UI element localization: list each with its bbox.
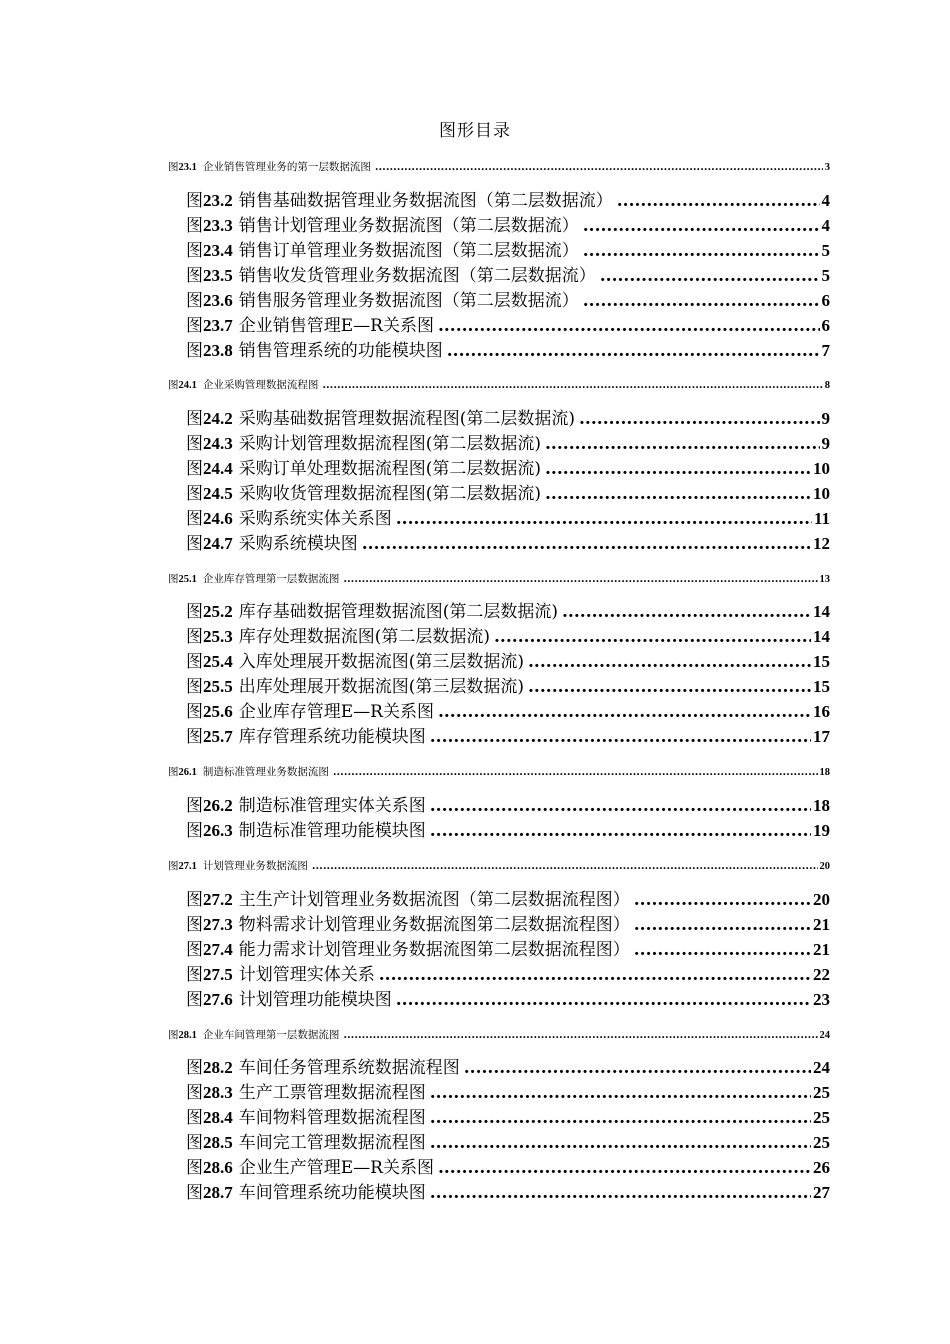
toc-entry[interactable] — [186, 1078, 830, 1103]
toc-entry-page-number: 6 — [821, 316, 830, 335]
toc-entry[interactable] — [186, 1128, 830, 1153]
toc-entry-page-number: 12 — [813, 534, 830, 553]
toc-entry-title: 库存处理数据流图(第二层数据流) — [238, 627, 491, 647]
toc-entry-title: 采购系统模块图 — [238, 534, 358, 554]
toc-entry-prefix: 图 — [168, 379, 179, 391]
toc-dot-leader — [447, 341, 820, 361]
toc-entry-number: 25.4 — [203, 652, 233, 671]
toc-dot-leader — [438, 1158, 811, 1178]
toc-entry-page-number: 25 — [813, 1133, 830, 1152]
toc-dot-leader — [430, 1133, 811, 1153]
toc-entry-prefix: 图 — [186, 1133, 203, 1153]
toc-entry[interactable] — [186, 529, 830, 554]
toc-entry-number: 24.5 — [203, 484, 233, 503]
toc-entry-page-number: 18 — [819, 767, 830, 778]
toc-entry-title: 采购收货管理数据流程图(第二层数据流) — [238, 484, 542, 504]
toc-entry-number: 23.5 — [203, 266, 233, 285]
toc-entry-title: 销售服务管理业务数据流图（第二层数据流） — [238, 291, 579, 311]
toc-entry-page-number: 20 — [819, 861, 830, 872]
toc-entry-number: 23.1 — [178, 162, 197, 173]
toc-entry[interactable] — [186, 1053, 830, 1078]
toc-entry-title: 企业生产管理E—R关系图 — [238, 1158, 434, 1178]
toc-entry-prefix: 图 — [186, 291, 203, 311]
toc-dot-leader — [322, 379, 822, 391]
toc-entry-title: 车间物料管理数据流程图 — [238, 1108, 426, 1128]
toc-entry-title: 采购系统实体关系图 — [238, 509, 392, 529]
toc-entry-number: 23.2 — [203, 191, 233, 210]
toc-dot-leader — [528, 677, 811, 697]
toc-dot-leader — [438, 702, 811, 722]
toc-entry[interactable] — [186, 336, 830, 361]
toc-entry[interactable] — [186, 211, 830, 236]
toc-dot-leader — [333, 766, 818, 778]
toc-entry-title: 车间管理系统功能模块图 — [238, 1183, 426, 1203]
toc-dot-leader — [362, 534, 811, 554]
toc-entry-number: 25.6 — [203, 702, 233, 721]
toc-entry-prefix: 图 — [186, 727, 203, 747]
toc-dot-leader — [583, 216, 820, 236]
toc-entry-prefix: 图 — [186, 702, 203, 722]
toc-entry[interactable] — [186, 885, 830, 910]
toc-dot-leader — [545, 459, 811, 479]
toc-entry-page-number: 14 — [813, 602, 830, 621]
toc-entry[interactable] — [186, 622, 830, 647]
toc-entry[interactable] — [168, 159, 830, 174]
toc-dot-leader — [562, 602, 811, 622]
toc-entry-number: 23.6 — [203, 291, 233, 310]
toc-entry-prefix: 图 — [186, 1083, 203, 1103]
toc-entry-title: 计划管理实体关系 — [238, 965, 375, 985]
toc-entry[interactable] — [186, 311, 830, 336]
toc-entry-prefix: 图 — [186, 890, 203, 910]
toc-entry[interactable] — [168, 858, 830, 873]
toc-dot-leader — [396, 990, 811, 1010]
toc-entry[interactable] — [186, 791, 830, 816]
toc-entry-page-number: 24 — [813, 1058, 830, 1077]
toc-entry-page-number: 11 — [813, 509, 830, 528]
toc-entry-page-number: 26 — [813, 1158, 830, 1177]
toc-dot-leader — [528, 652, 811, 672]
toc-entry-title: 销售计划管理业务数据流图（第二层数据流） — [238, 216, 579, 236]
toc-dot-leader — [430, 796, 811, 816]
toc-entry-number: 27.6 — [203, 990, 233, 1009]
toc-entry[interactable] — [186, 236, 830, 261]
toc-entry-title: 销售管理系统的功能模块图 — [238, 341, 443, 361]
toc-entry-prefix: 图 — [186, 602, 203, 622]
toc-entry-title: 采购计划管理数据流程图(第二层数据流) — [238, 434, 542, 454]
toc-entry-title: 企业采购管理数据流程图 — [202, 379, 319, 391]
toc-entry-page-number: 27 — [813, 1183, 830, 1202]
toc-entry[interactable] — [168, 1027, 830, 1042]
toc-entry-title: 库存管理系统功能模块图 — [238, 727, 426, 747]
toc-entry-title: 制造标准管理业务数据流图 — [202, 766, 329, 778]
toc-dot-leader — [579, 409, 819, 429]
toc-entry-number: 28.7 — [203, 1183, 233, 1202]
toc-entry-page-number: 10 — [813, 484, 830, 503]
toc-entry-number: 27.1 — [178, 861, 197, 872]
toc-entry-title: 企业销售管理业务的第一层数据流图 — [202, 161, 371, 173]
toc-entry[interactable] — [186, 935, 830, 960]
toc-dot-leader — [545, 484, 811, 504]
toc-entry-number: 26.3 — [203, 821, 233, 840]
toc-entry-number: 28.4 — [203, 1108, 233, 1127]
toc-entry-number: 28.2 — [203, 1058, 233, 1077]
toc-entry-title: 企业库存管理第一层数据流图 — [202, 573, 340, 585]
toc-entry-prefix: 图 — [186, 796, 203, 816]
toc-dot-leader — [438, 316, 820, 336]
toc-entry-title: 出库处理展开数据流图(第三层数据流) — [238, 677, 525, 697]
toc-entry-number: 24.1 — [178, 380, 197, 391]
toc-dot-leader — [430, 1108, 811, 1128]
toc-dot-leader — [312, 860, 818, 872]
toc-entry-prefix: 图 — [168, 161, 179, 173]
toc-entry[interactable] — [186, 429, 830, 454]
toc-entry-prefix: 图 — [186, 1183, 203, 1203]
toc-dot-leader — [545, 434, 819, 454]
toc-entry-prefix: 图 — [186, 627, 203, 647]
toc-entry-number: 23.4 — [203, 241, 233, 260]
toc-entry[interactable] — [186, 697, 830, 722]
toc-dot-leader — [634, 940, 811, 960]
toc-entry-title: 物料需求计划管理业务数据流图第二层数据流程图） — [238, 915, 630, 935]
toc-entry-prefix: 图 — [186, 341, 203, 361]
toc-entry-title: 采购订单处理数据流程图(第二层数据流) — [238, 459, 542, 479]
toc-entry-number: 24.7 — [203, 534, 233, 553]
toc-entry[interactable] — [186, 722, 830, 747]
toc-entry-number: 23.3 — [203, 216, 233, 235]
toc-entry-number: 25.7 — [203, 727, 233, 746]
toc-entry-page-number: 15 — [813, 652, 830, 671]
toc-entry-page-number: 10 — [813, 459, 830, 478]
toc-entry-page-number: 21 — [813, 940, 830, 959]
toc-entry-title: 销售基础数据管理业务数据流图（第二层数据流） — [238, 191, 613, 211]
toc-entry-number: 26.2 — [203, 796, 233, 815]
toc-entry-page-number: 16 — [813, 702, 830, 721]
toc-entry[interactable] — [186, 816, 830, 841]
toc-entry-prefix: 图 — [186, 191, 203, 211]
toc-entry[interactable] — [186, 647, 830, 672]
toc-dot-leader — [430, 1083, 811, 1103]
toc-entry[interactable] — [186, 985, 830, 1010]
toc-entry-page-number: 15 — [813, 677, 830, 696]
toc-entry-number: 28.3 — [203, 1083, 233, 1102]
toc-dot-leader — [430, 1183, 811, 1203]
toc-entry-number: 24.3 — [203, 434, 233, 453]
toc-entry-number: 26.1 — [178, 767, 197, 778]
toc-dot-leader — [430, 727, 811, 747]
toc-entry-page-number: 9 — [821, 409, 830, 428]
toc-entry-page-number: 3 — [824, 162, 830, 173]
toc-entry-title: 制造标准管理实体关系图 — [238, 796, 426, 816]
toc-entry[interactable] — [168, 377, 830, 392]
toc-entry-page-number: 5 — [821, 266, 830, 285]
toc-entry-prefix: 图 — [186, 509, 203, 529]
toc-dot-leader — [464, 1058, 811, 1078]
toc-entry-prefix: 图 — [186, 652, 203, 672]
toc-entry-prefix: 图 — [186, 915, 203, 935]
toc-dot-leader — [396, 509, 812, 529]
toc-entry-number: 25.1 — [178, 574, 197, 585]
toc-dot-leader — [430, 821, 811, 841]
toc-entry-title: 企业车间管理第一层数据流图 — [202, 1029, 340, 1041]
toc-entry-page-number: 24 — [819, 1030, 830, 1041]
toc-entry-prefix: 图 — [186, 677, 203, 697]
toc-entry[interactable] — [186, 1178, 830, 1203]
toc-entry-page-number: 17 — [813, 727, 830, 746]
toc-entry[interactable] — [186, 186, 830, 211]
toc-entry-page-number: 25 — [813, 1083, 830, 1102]
toc-entry-page-number: 8 — [824, 380, 830, 391]
toc-entry-number: 25.3 — [203, 627, 233, 646]
toc-entry-title: 车间任务管理系统数据流程图 — [238, 1058, 460, 1078]
toc-entry-number: 24.4 — [203, 459, 233, 478]
toc-entry-prefix: 图 — [186, 434, 203, 454]
toc-dot-leader — [494, 627, 811, 647]
toc-dot-leader — [634, 915, 811, 935]
page-title: 图形目录 — [439, 121, 511, 141]
toc-entry-page-number: 6 — [821, 291, 830, 310]
toc-dot-leader — [600, 266, 820, 286]
toc-entry-prefix: 图 — [186, 484, 203, 504]
toc-entry-prefix: 图 — [186, 940, 203, 960]
toc-entry-prefix: 图 — [186, 266, 203, 286]
toc-entry-number: 27.4 — [203, 940, 233, 959]
toc-entry-page-number: 22 — [813, 965, 830, 984]
toc-dot-leader — [343, 573, 817, 585]
toc-entry-page-number: 7 — [821, 341, 830, 360]
toc-entry-number: 28.1 — [178, 1030, 197, 1041]
toc-entry[interactable] — [186, 597, 830, 622]
toc-dot-leader — [583, 291, 820, 311]
toc-entry-prefix: 图 — [168, 1029, 179, 1041]
toc-entry[interactable] — [168, 571, 830, 586]
toc-entry-prefix: 图 — [186, 241, 203, 261]
toc-entry[interactable] — [186, 504, 830, 529]
toc-entry-prefix: 图 — [168, 573, 179, 585]
toc-entry-number: 25.5 — [203, 677, 233, 696]
toc-entry-prefix: 图 — [186, 409, 203, 429]
toc-entry-number: 23.7 — [203, 316, 233, 335]
toc-entry-prefix: 图 — [186, 965, 203, 985]
toc-entry-page-number: 14 — [813, 627, 830, 646]
toc-entry-page-number: 5 — [821, 241, 830, 260]
toc-entry[interactable] — [168, 764, 830, 779]
toc-entry-title: 入库处理展开数据流图(第三层数据流) — [238, 652, 525, 672]
toc-entry[interactable] — [186, 286, 830, 311]
toc-entry-prefix: 图 — [186, 316, 203, 336]
toc-entry[interactable] — [186, 672, 830, 697]
toc-entry-page-number: 13 — [819, 574, 830, 585]
toc-entry[interactable] — [186, 479, 830, 504]
toc-entry-title: 主生产计划管理业务数据流图（第二层数据流程图） — [238, 890, 630, 910]
toc-entry-prefix: 图 — [186, 459, 203, 479]
toc-entry-title: 企业销售管理E—R关系图 — [238, 316, 434, 336]
toc-entry-page-number: 4 — [821, 191, 830, 210]
toc-entry-title: 计划管理功能模块图 — [238, 990, 392, 1010]
toc-entry-number: 24.2 — [203, 409, 233, 428]
toc-entry-title: 能力需求计划管理业务数据流图第二层数据流程图） — [238, 940, 630, 960]
toc-entry-number: 28.5 — [203, 1133, 233, 1152]
toc-entry[interactable] — [186, 261, 830, 286]
toc-entry-page-number: 25 — [813, 1108, 830, 1127]
toc-entry-title: 库存基础数据管理数据流图(第二层数据流) — [238, 602, 559, 622]
toc-entry-number: 27.2 — [203, 890, 233, 909]
toc-entry-page-number: 21 — [813, 915, 830, 934]
toc-entry-number: 27.3 — [203, 915, 233, 934]
toc-entry-page-number: 19 — [813, 821, 830, 840]
toc-entry-title: 销售收发货管理业务数据流图（第二层数据流） — [238, 266, 596, 286]
toc-entry-title: 采购基础数据管理数据流程图(第二层数据流) — [238, 409, 576, 429]
toc-entry-prefix: 图 — [186, 1158, 203, 1178]
toc-entry[interactable] — [186, 1153, 830, 1178]
toc-entry[interactable] — [186, 960, 830, 985]
toc-entry-prefix: 图 — [186, 1058, 203, 1078]
toc-entry-prefix: 图 — [186, 216, 203, 236]
toc-entry-prefix: 图 — [186, 990, 203, 1010]
toc-entry-title: 企业库存管理E—R关系图 — [238, 702, 434, 722]
toc-entry-prefix: 图 — [168, 766, 179, 778]
toc-entry-title: 计划管理业务数据流图 — [202, 860, 308, 872]
toc-dot-leader — [634, 890, 811, 910]
toc-entry-prefix: 图 — [168, 860, 179, 872]
toc-entry[interactable] — [186, 454, 830, 479]
toc-entry[interactable] — [186, 1103, 830, 1128]
toc-dot-leader — [375, 161, 823, 173]
toc-entry-page-number: 18 — [813, 796, 830, 815]
toc-entry-number: 23.8 — [203, 341, 233, 360]
toc-entry-page-number: 4 — [821, 216, 830, 235]
toc-entry-title: 制造标准管理功能模块图 — [238, 821, 426, 841]
toc-entry[interactable] — [186, 910, 830, 935]
toc-entry-page-number: 23 — [813, 990, 830, 1009]
toc-entry-prefix: 图 — [186, 1108, 203, 1128]
toc-entry-title: 生产工票管理数据流程图 — [238, 1083, 426, 1103]
toc-entry-title: 销售订单管理业务数据流图（第二层数据流） — [238, 241, 579, 261]
toc-entry-page-number: 9 — [821, 434, 830, 453]
toc-entry-number: 28.6 — [203, 1158, 233, 1177]
toc-entry-page-number: 20 — [813, 890, 830, 909]
toc-entry-prefix: 图 — [186, 534, 203, 554]
toc-entry-number: 24.6 — [203, 509, 233, 528]
toc-entry-prefix: 图 — [186, 821, 203, 841]
toc-entry[interactable] — [186, 404, 830, 429]
toc-entry-title: 车间完工管理数据流程图 — [238, 1133, 426, 1153]
toc-dot-leader — [583, 241, 820, 261]
toc-dot-leader — [617, 191, 820, 211]
toc-dot-leader — [379, 965, 811, 985]
toc-dot-leader — [343, 1029, 817, 1041]
toc-entry-number: 25.2 — [203, 602, 233, 621]
toc-entry-number: 27.5 — [203, 965, 233, 984]
